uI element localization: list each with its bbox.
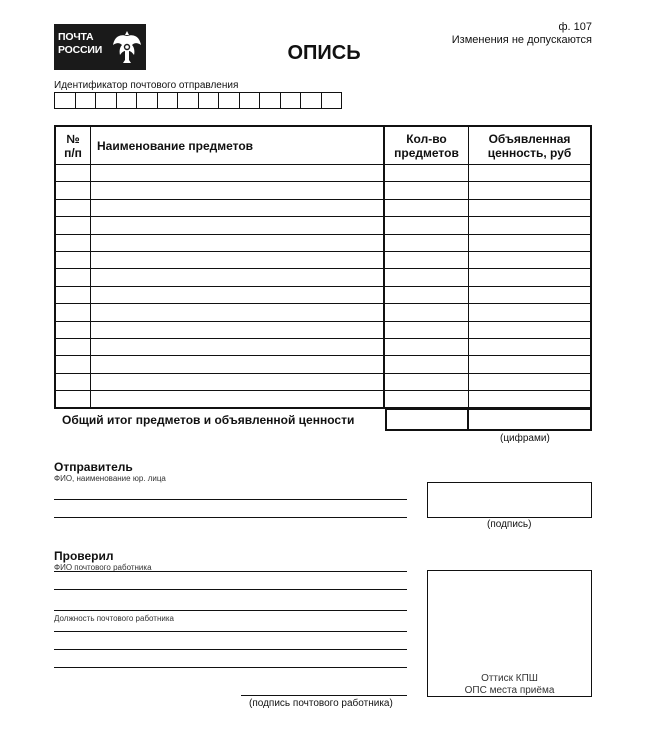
position-subtitle: Должность почтового работника	[54, 614, 174, 623]
identifier-box[interactable]	[260, 92, 281, 109]
page-title: ОПИСЬ	[287, 42, 361, 64]
sender-subtitle: ФИО, наименование юр. лица	[54, 474, 166, 483]
identifier-box[interactable]	[158, 92, 179, 109]
cell-qty[interactable]	[384, 286, 469, 303]
cell-value[interactable]	[469, 391, 592, 409]
cell-num[interactable]	[55, 217, 91, 234]
position-line-3[interactable]	[54, 667, 407, 668]
cell-value[interactable]	[469, 338, 592, 355]
cell-num[interactable]	[55, 199, 91, 216]
table-row	[55, 182, 591, 199]
cell-name[interactable]	[91, 321, 385, 338]
cell-value[interactable]	[469, 199, 592, 216]
cell-qty[interactable]	[384, 217, 469, 234]
total-qty-field[interactable]	[385, 408, 469, 431]
identifier-box[interactable]	[240, 92, 261, 109]
identifier-box[interactable]	[178, 92, 199, 109]
cell-value[interactable]	[469, 321, 592, 338]
items-table	[54, 125, 592, 409]
cell-value[interactable]	[469, 182, 592, 199]
cell-value[interactable]	[469, 356, 592, 373]
position-line-2[interactable]	[54, 649, 407, 650]
sender-signature-box[interactable]	[427, 482, 592, 518]
checked-heading: Проверил	[54, 549, 114, 563]
cell-qty[interactable]	[384, 304, 469, 321]
cell-num[interactable]	[55, 338, 91, 355]
table-row	[55, 269, 591, 286]
cell-value[interactable]	[469, 269, 592, 286]
cell-qty[interactable]	[384, 165, 469, 182]
logo-line-1: ПОЧТА	[58, 31, 94, 43]
header-num: № п/п	[55, 126, 91, 165]
table-row	[55, 199, 591, 216]
cell-num[interactable]	[55, 269, 91, 286]
identifier-box[interactable]	[281, 92, 302, 109]
header-qty: Кол-во предметов	[384, 126, 469, 165]
cell-name[interactable]	[91, 373, 385, 390]
position-line-1[interactable]	[54, 631, 407, 632]
cell-name[interactable]	[91, 356, 385, 373]
cell-name[interactable]	[91, 182, 385, 199]
identifier-box[interactable]	[55, 92, 76, 109]
cell-num[interactable]	[55, 251, 91, 268]
cell-num[interactable]	[55, 165, 91, 182]
cell-num[interactable]	[55, 356, 91, 373]
cell-name[interactable]	[91, 269, 385, 286]
cell-num[interactable]	[55, 286, 91, 303]
cell-qty[interactable]	[384, 391, 469, 409]
cell-qty[interactable]	[384, 199, 469, 216]
cell-qty[interactable]	[384, 234, 469, 251]
cell-value[interactable]	[469, 251, 592, 268]
cell-name[interactable]	[91, 286, 385, 303]
identifier-label: Идентификатор почтового отправления	[54, 80, 239, 91]
logo-line-2: РОССИИ	[58, 44, 103, 56]
sender-line-1[interactable]	[54, 499, 407, 500]
table-row	[55, 165, 591, 182]
table-row	[55, 234, 591, 251]
identifier-box[interactable]	[301, 92, 322, 109]
cell-qty[interactable]	[384, 373, 469, 390]
cell-qty[interactable]	[384, 338, 469, 355]
cell-num[interactable]	[55, 304, 91, 321]
sender-line-2[interactable]	[54, 517, 407, 518]
table-row	[55, 304, 591, 321]
signature-note: (подпись)	[487, 519, 532, 530]
no-changes-note: Изменения не допускаются	[451, 34, 592, 46]
header-name: Наименование предметов	[91, 126, 385, 165]
cell-name[interactable]	[91, 217, 385, 234]
cell-value[interactable]	[469, 373, 592, 390]
checked-subtitle: ФИО почтового работника	[54, 563, 152, 572]
cell-num[interactable]	[55, 373, 91, 390]
cell-name[interactable]	[91, 199, 385, 216]
table-row	[55, 373, 591, 390]
identifier-box[interactable]	[117, 92, 138, 109]
table-row	[55, 356, 591, 373]
cell-num[interactable]	[55, 234, 91, 251]
worker-signature-line[interactable]	[241, 695, 407, 696]
cell-name[interactable]	[91, 251, 385, 268]
stamp-label-1: Оттиск КПШ	[481, 673, 538, 684]
cell-value[interactable]	[469, 165, 592, 182]
identifier-box[interactable]	[96, 92, 117, 109]
header-value: Объявленная ценность, руб	[469, 126, 592, 165]
cell-qty[interactable]	[384, 269, 469, 286]
identifier-box[interactable]	[322, 92, 343, 109]
cell-qty[interactable]	[384, 182, 469, 199]
identifier-box[interactable]	[199, 92, 220, 109]
cell-value[interactable]	[469, 234, 592, 251]
cell-value[interactable]	[469, 304, 592, 321]
identifier-box[interactable]	[137, 92, 158, 109]
identifier-input[interactable]	[54, 92, 342, 109]
table-row	[55, 391, 591, 409]
cell-qty[interactable]	[384, 321, 469, 338]
stamp-label-2: ОПС места приёма	[464, 685, 555, 696]
cell-num[interactable]	[55, 182, 91, 199]
sender-heading: Отправитель	[54, 460, 133, 474]
identifier-box[interactable]	[219, 92, 240, 109]
checked-line-1[interactable]	[54, 571, 407, 572]
total-value-field[interactable]	[469, 408, 592, 431]
cell-qty[interactable]	[384, 251, 469, 268]
digits-note: (цифрами)	[500, 433, 550, 444]
cell-num[interactable]	[55, 391, 91, 409]
table-row	[55, 338, 591, 355]
table-row	[55, 217, 591, 234]
table-header-row	[55, 126, 591, 165]
identifier-box[interactable]	[76, 92, 97, 109]
worker-signature-note: (подпись почтового работника)	[249, 698, 393, 709]
cell-name[interactable]	[91, 234, 385, 251]
cell-qty[interactable]	[384, 356, 469, 373]
checked-line-3[interactable]	[54, 610, 407, 611]
table-row	[55, 286, 591, 303]
total-label: Общий итог предметов и объявленной ценности	[62, 413, 355, 427]
cell-name[interactable]	[91, 304, 385, 321]
cell-value[interactable]	[469, 286, 592, 303]
cell-name[interactable]	[91, 391, 385, 409]
cell-num[interactable]	[55, 321, 91, 338]
checked-line-2[interactable]	[54, 589, 407, 590]
cell-name[interactable]	[91, 338, 385, 355]
cell-name[interactable]	[91, 165, 385, 182]
table-row	[55, 321, 591, 338]
table-row	[55, 251, 591, 268]
cell-value[interactable]	[469, 217, 592, 234]
form-number: ф. 107	[558, 21, 592, 33]
